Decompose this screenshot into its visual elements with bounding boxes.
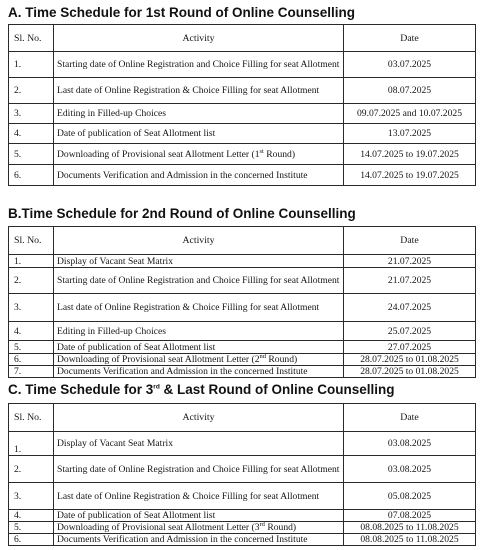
col-date: Date — [344, 25, 476, 52]
table-row — [9, 294, 476, 322]
ordinal-suffix: st — [259, 147, 264, 155]
table-row — [9, 52, 476, 78]
table-row — [9, 432, 476, 456]
row-date: 03.08.2025 — [344, 456, 476, 483]
row-number: 2. — [9, 78, 54, 104]
row-date: 03.07.2025 — [344, 52, 476, 78]
row-number: 2. — [9, 456, 54, 483]
section-a-heading: A. Time Schedule for 1st Round of Online Counselling — [8, 5, 356, 20]
col-sl-no: Sl. No. — [9, 227, 54, 255]
heading-text: C. Time Schedule for 3 — [8, 382, 154, 397]
row-number: 1. — [9, 432, 54, 456]
row-activity — [54, 144, 344, 165]
row-activity: Documents Verification and Admission in the concerned Institute — [54, 534, 344, 546]
activity-text: Round) — [263, 148, 296, 160]
row-number: 3. — [9, 483, 54, 510]
row-date: 24.07.2025 — [344, 294, 476, 322]
row-date: 05.08.2025 — [344, 483, 476, 510]
row-date: 08.07.2025 — [344, 78, 476, 104]
row-activity: Date of publication of Seat Allotment list — [54, 124, 344, 144]
row-activity: Starting date of Online Registration and Choice Filling for seat Allotment — [54, 52, 344, 78]
row-number: 1. — [9, 52, 54, 78]
table-header-row — [9, 404, 476, 432]
section-b-table — [8, 226, 476, 378]
table-row — [9, 144, 476, 165]
activity-text: Round) — [264, 522, 297, 533]
row-number: 6. — [9, 354, 54, 366]
col-sl-no: Sl. No. — [9, 404, 54, 432]
activity-text: Round) — [266, 354, 298, 365]
table-header-row — [9, 25, 476, 52]
row-date: 21.07.2025 — [344, 268, 476, 294]
row-number: 6. — [9, 534, 54, 546]
activity-text: Downloading of Provisional seat Allotment Letter (2 — [57, 354, 260, 365]
table-row — [9, 354, 476, 366]
row-number: 4. — [9, 124, 54, 144]
table-row — [9, 322, 476, 341]
section-b-heading: B.Time Schedule for 2nd Round of Online Counselling — [8, 206, 356, 221]
row-number: 4. — [9, 510, 54, 522]
col-activity: Activity — [54, 25, 344, 52]
row-date: 27.07.2025 — [344, 341, 476, 354]
table-row — [9, 456, 476, 483]
heading-text: & Last Round of Online Counselling — [159, 382, 395, 397]
col-date: Date — [344, 227, 476, 255]
section-c-heading — [8, 382, 395, 397]
table-header-row — [9, 227, 476, 255]
table-row — [9, 341, 476, 354]
table-row — [9, 165, 476, 186]
row-date: 28.07.2025 to 01.08.2025 — [344, 354, 476, 366]
row-activity — [54, 522, 344, 534]
col-date: Date — [344, 404, 476, 432]
row-activity: Last date of Online Registration & Choice Filling for seat Allotment — [54, 294, 344, 322]
table-row — [9, 78, 476, 104]
table-row — [9, 510, 476, 522]
activity-text: Downloading of Provisional seat Allotment Letter (1 — [57, 148, 260, 160]
table-row — [9, 483, 476, 510]
row-number: 1. — [9, 255, 54, 268]
col-activity: Activity — [54, 404, 344, 432]
row-number: 3. — [9, 104, 54, 124]
row-number: 5. — [9, 144, 54, 165]
row-number: 7. — [9, 366, 54, 378]
ordinal-suffix: rd — [259, 521, 265, 528]
col-sl-no: Sl. No. — [9, 25, 54, 52]
row-date: 14.07.2025 to 19.07.2025 — [344, 165, 476, 186]
row-activity: Starting date of Online Registration and Choice Filling for seat Allotment — [54, 268, 344, 294]
row-activity: Starting date of Online Registration and Choice Filling for seat Allotment — [54, 456, 344, 483]
row-activity: Documents Verification and Admission in the concerned Institute — [54, 165, 344, 186]
ordinal-suffix: nd — [259, 353, 266, 360]
table-row — [9, 522, 476, 534]
table-row — [9, 534, 476, 546]
row-number: 5. — [9, 341, 54, 354]
row-activity: Last date of Online Registration & Choice Filling for seat Allotment — [54, 78, 344, 104]
row-activity: Editing in Filled-up Choices — [54, 104, 344, 124]
section-c-table — [8, 403, 476, 546]
ordinal-suffix: rd — [153, 383, 160, 391]
row-number: 2. — [9, 268, 54, 294]
row-date: 03.08.2025 — [344, 432, 476, 456]
row-activity — [54, 354, 344, 366]
table-row — [9, 255, 476, 268]
col-activity: Activity — [54, 227, 344, 255]
table-row — [9, 124, 476, 144]
row-date: 08.08.2025 to 11.08.2025 — [344, 522, 476, 534]
row-date: 25.07.2025 — [344, 322, 476, 341]
row-date: 28.07.2025 to 01.08.2025 — [344, 366, 476, 378]
table-row — [9, 104, 476, 124]
row-activity: Last date of Online Registration & Choice Filling for seat Allotment — [54, 483, 344, 510]
row-date: 13.07.2025 — [344, 124, 476, 144]
table-row — [9, 268, 476, 294]
row-date: 08.08.2025 to 11.08.2025 — [344, 534, 476, 546]
row-date: 09.07.2025 and 10.07.2025 — [344, 104, 476, 124]
row-activity: Date of publication of Seat Allotment list — [54, 510, 344, 522]
row-number: 4. — [9, 322, 54, 341]
row-date: 14.07.2025 to 19.07.2025 — [344, 144, 476, 165]
row-number: 5. — [9, 522, 54, 534]
row-activity: Display of Vacant Seat Matrix — [54, 432, 344, 456]
row-date: 21.07.2025 — [344, 255, 476, 268]
section-a-table — [8, 24, 476, 186]
activity-text: Downloading of Provisional seat Allotment Letter (3 — [57, 522, 260, 533]
table-row — [9, 366, 476, 378]
row-number: 6. — [9, 165, 54, 186]
row-activity: Date of publication of Seat Allotment list — [54, 341, 344, 354]
row-number: 3. — [9, 294, 54, 322]
row-activity: Display of Vacant Seat Matrix — [54, 255, 344, 268]
row-date: 07.08.2025 — [344, 510, 476, 522]
row-activity: Editing in Filled-up Choices — [54, 322, 344, 341]
row-activity: Documents Verification and Admission in the concerned Institute — [54, 366, 344, 378]
